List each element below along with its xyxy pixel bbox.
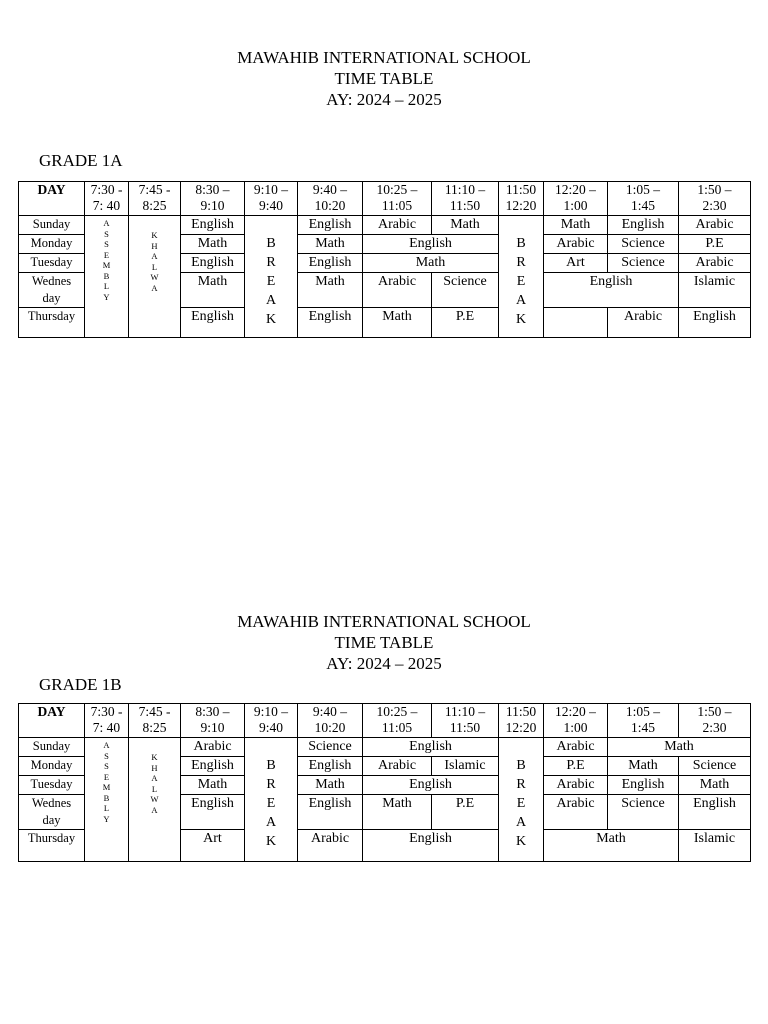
header-1a: [0, 47, 768, 110]
subject-cell: Islamic: [679, 273, 751, 308]
day-label: Monday: [19, 757, 85, 776]
khalwa-letters: K H A L W A: [150, 230, 159, 293]
subject-cell: Science: [608, 254, 679, 273]
timetable-title: TIME TABLE: [334, 633, 434, 652]
subject-cell: Math: [181, 235, 245, 254]
subject-cell: English: [181, 308, 245, 338]
col-period-9: 12:20 – 1:00: [544, 704, 608, 738]
assembly-letters: A S S E M B L Y: [102, 218, 111, 302]
break-letters: B R E A K: [515, 236, 527, 327]
subject-cell: Math: [181, 776, 245, 795]
break-letters: B R E A K: [515, 758, 527, 849]
timetable-grade-1a: [18, 181, 751, 338]
subject-cell: English: [363, 235, 499, 254]
subject-cell: Math: [298, 776, 363, 795]
col-day: DAY: [19, 182, 85, 216]
col-period-10: 1:05 – 1:45: [608, 704, 679, 738]
col-period-8: 11:50 12:20: [499, 182, 544, 216]
subject-cell: Math: [363, 308, 432, 338]
assembly-letters: A S S E M B L Y: [102, 740, 111, 824]
subject-cell: Math: [544, 830, 679, 862]
break-cell: [499, 738, 544, 862]
school-name: MAWAHIB INTERNATIONAL SCHOOL: [237, 612, 531, 631]
col-period-6: 10:25 – 11:05: [363, 704, 432, 738]
subject-cell: Math: [181, 273, 245, 308]
day-label: Sunday: [19, 216, 85, 235]
break-cell: [499, 216, 544, 338]
subject-cell: Arabic: [544, 235, 608, 254]
col-period-6: 10:25 – 11:05: [363, 182, 432, 216]
school-name: MAWAHIB INTERNATIONAL SCHOOL: [237, 48, 531, 67]
col-period-7: 11:10 – 11:50: [432, 704, 499, 738]
day-label: Sunday: [19, 738, 85, 757]
subject-cell: Math: [432, 216, 499, 235]
grade-label-1a: GRADE 1A: [39, 151, 123, 170]
khalwa-cell: [129, 738, 181, 862]
subject-cell: P.E: [544, 757, 608, 776]
col-period-2: 7:45 - 8:25: [129, 182, 181, 216]
day-label: Thursday: [19, 308, 85, 338]
subject-cell: Arabic: [298, 830, 363, 862]
subject-cell: Science: [298, 738, 363, 757]
col-period-1: 7:30 - 7: 40: [85, 704, 129, 738]
col-period-11: 1:50 – 2:30: [679, 704, 751, 738]
subject-cell: English: [608, 776, 679, 795]
subject-cell: Math: [363, 254, 499, 273]
subject-cell: P.E: [432, 308, 499, 338]
row-sunday: [19, 216, 751, 235]
subject-cell: Art: [544, 254, 608, 273]
khalwa-cell: [129, 216, 181, 338]
col-day: DAY: [19, 704, 85, 738]
row-sunday: [19, 738, 751, 757]
timetable-grade-1b: [18, 703, 751, 862]
subject-cell: English: [363, 830, 499, 862]
grade-label-1b: GRADE 1B: [39, 675, 122, 694]
subject-cell: Arabic: [363, 757, 432, 776]
col-period-1: 7:30 - 7: 40: [85, 182, 129, 216]
subject-cell: Arabic: [544, 776, 608, 795]
subject-cell: Science: [608, 235, 679, 254]
subject-cell: English: [679, 795, 751, 830]
col-period-3: 8:30 – 9:10: [181, 704, 245, 738]
subject-cell: Science: [608, 795, 679, 830]
subject-cell: English: [298, 795, 363, 830]
subject-cell: English: [298, 757, 363, 776]
timetable-title: TIME TABLE: [334, 69, 434, 88]
subject-cell-empty: [544, 308, 608, 338]
subject-cell: Math: [363, 795, 432, 830]
col-period-4: 9:10 – 9:40: [245, 704, 298, 738]
subject-cell: Math: [298, 235, 363, 254]
subject-cell: Arabic: [544, 738, 608, 757]
day-label: Thursday: [19, 830, 85, 862]
subject-cell: Art: [181, 830, 245, 862]
col-period-9: 12:20 – 1:00: [544, 182, 608, 216]
col-period-4: 9:10 – 9:40: [245, 182, 298, 216]
subject-cell: Math: [298, 273, 363, 308]
subject-cell: P.E: [679, 235, 751, 254]
header-row: [19, 182, 751, 216]
subject-cell: Arabic: [544, 795, 608, 830]
subject-cell: English: [363, 738, 499, 757]
break-letters: B R E A K: [265, 236, 277, 327]
subject-cell: Arabic: [181, 738, 245, 757]
subject-cell: English: [181, 216, 245, 235]
subject-cell: English: [181, 757, 245, 776]
subject-cell: English: [298, 216, 363, 235]
break-letters: B R E A K: [265, 758, 277, 849]
col-period-5: 9:40 – 10:20: [298, 704, 363, 738]
subject-cell: Islamic: [432, 757, 499, 776]
col-period-2: 7:45 - 8:25: [129, 704, 181, 738]
subject-cell: Science: [679, 757, 751, 776]
break-cell: [245, 216, 298, 338]
academic-year: AY: 2024 – 2025: [326, 90, 442, 109]
subject-cell: P.E: [432, 795, 499, 830]
subject-cell: English: [679, 308, 751, 338]
day-label: Monday: [19, 235, 85, 254]
subject-cell: English: [608, 216, 679, 235]
col-period-8: 11:50 12:20: [499, 704, 544, 738]
subject-cell: Arabic: [608, 308, 679, 338]
subject-cell: English: [181, 795, 245, 830]
subject-cell: English: [298, 308, 363, 338]
col-period-3: 8:30 – 9:10: [181, 182, 245, 216]
subject-cell: English: [544, 273, 679, 308]
subject-cell: English: [363, 776, 499, 795]
subject-cell: English: [298, 254, 363, 273]
subject-cell: Math: [608, 757, 679, 776]
day-label: Tuesday: [19, 776, 85, 795]
subject-cell: Math: [608, 738, 751, 757]
day-label: Wednes day: [19, 273, 85, 308]
subject-cell: Math: [679, 776, 751, 795]
col-period-11: 1:50 – 2:30: [679, 182, 751, 216]
assembly-cell: [85, 216, 129, 338]
break-cell: [245, 738, 298, 862]
header-1b: [0, 611, 768, 674]
subject-cell: Science: [432, 273, 499, 308]
academic-year: AY: 2024 – 2025: [326, 654, 442, 673]
col-period-5: 9:40 – 10:20: [298, 182, 363, 216]
khalwa-letters: K H A L W A: [150, 752, 159, 815]
col-period-7: 11:10 – 11:50: [432, 182, 499, 216]
col-period-10: 1:05 – 1:45: [608, 182, 679, 216]
subject-cell: Islamic: [679, 830, 751, 862]
subject-cell: Arabic: [679, 216, 751, 235]
subject-cell: Math: [544, 216, 608, 235]
subject-cell: English: [181, 254, 245, 273]
header-row: [19, 704, 751, 738]
subject-cell: Arabic: [679, 254, 751, 273]
assembly-cell: [85, 738, 129, 862]
subject-cell: Arabic: [363, 273, 432, 308]
subject-cell: Arabic: [363, 216, 432, 235]
day-label: Wednes day: [19, 795, 85, 830]
day-label: Tuesday: [19, 254, 85, 273]
